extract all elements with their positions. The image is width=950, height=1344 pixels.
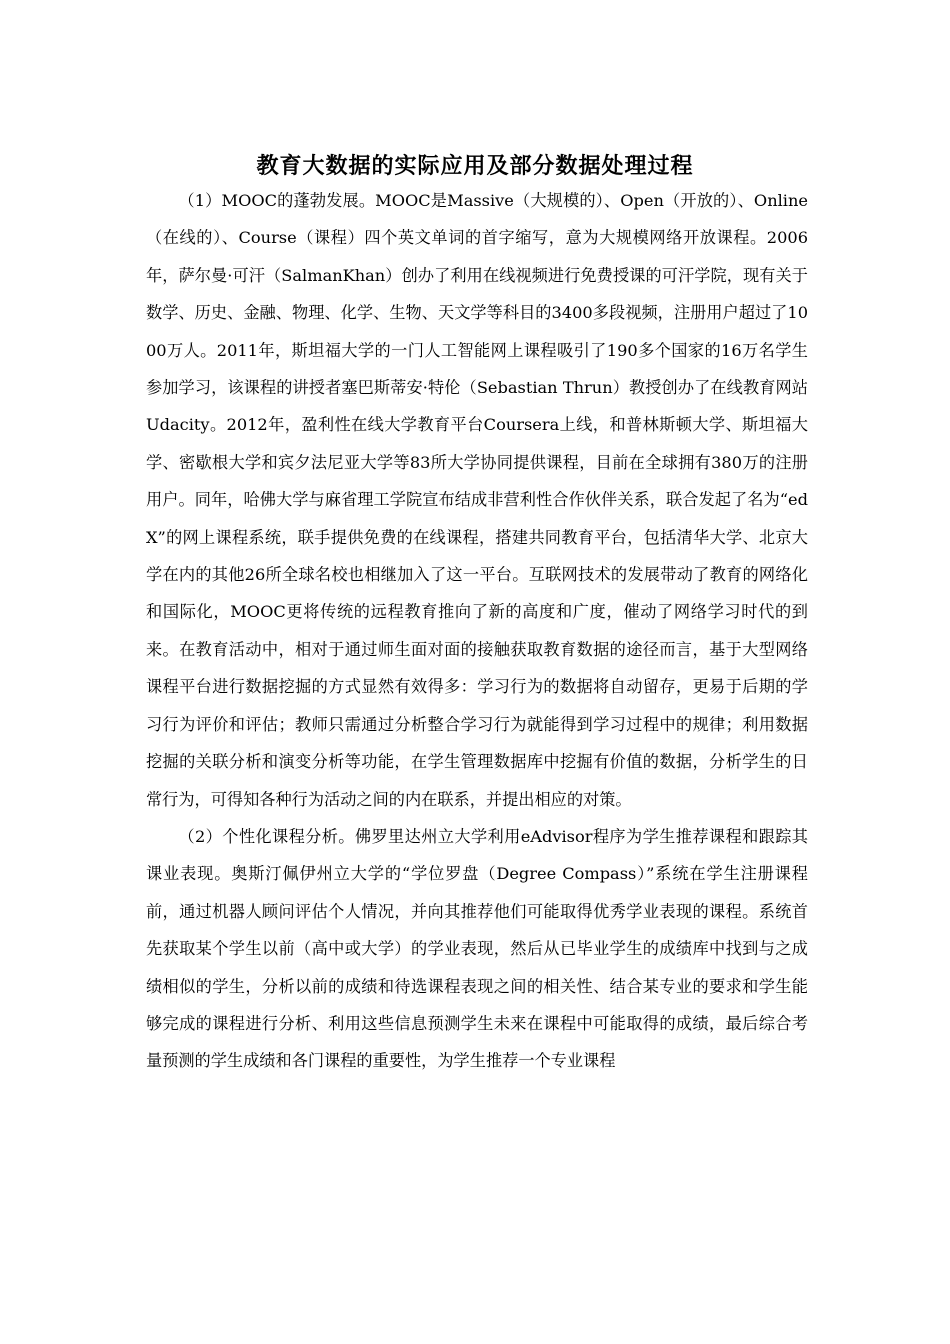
paragraph-mooc: （1）MOOC的蓬勃发展。MOOC是Massive（大规模的）、Open（开放的）、Online（在线的）、Course（课程）四个英文单词的首字缩写，意为大规模网络开放课程。2006年，萨尔曼·可汗（SalmanKhan）创办了利用在线视频进行免费授课的可汗学院，现有关于数学、历史、金融、物理、化学、生物、天文学等科目的3400多段视频，注册用户超过了1000万人。2011年，斯坦福大学的一门人工智能网上课程吸引了190多个国家的16万名学生参加学习，该课程的讲授者塞巴斯蒂安·特伦（Sebastian Thrun）教授创办了在线教育网站Udacity。2012年，盈利性在线大学教育平台Coursera上线，和普林斯顿大学、斯坦福大学、密歇根大学和宾夕法尼亚大学等83所大学协同提供课程，目前在全球拥有380万的注册用户。同年，哈佛大学与麻省理工学院宣布结成非营利性合作伙伴关系，联合发起了名为“edX”的网上课程系统，联手提供免费的在线课程，搭建共同教育平台，包括清华大学、北京大学在内的其他26所全球名校也相继加入了这一平台。互联网技术的发展带动了教育的网络化和国际化，MOOC更将传统的远程教育推向了新的高度和广度，催动了网络学习时代的到来。在教育活动中，相对于通过师生面对面的接触获取教育数据的途径而言，基于大型网络课程平台进行数据挖掘的方式显然有效得多：学习行为的数据将自动留存，更易于后期的学习行为评价和评估；教师只需通过分析整合学习行为就能得到学习过程中的规律；利用数据挖掘的关联分析和演变分析等功能，在学生管理数据库中挖掘有价值的数据，分析学生的日常行为，可得知各种行为活动之间的内在联系，并提出相应的对策。 [146, 191, 808, 809]
page-title: 教育大数据的实际应用及部分数据处理过程 [256, 153, 694, 179]
document-body [146, 182, 808, 1080]
paragraph-personalized-course: （2）个性化课程分析。佛罗里达州立大学利用eAdvisor程序为学生推荐课程和跟踪其课业表现。奥斯汀佩伊州立大学的“学位罗盘（Degree Compass）”系统在学生注册课程前，通过机器人顾问评估个人情况，并向其推荐他们可能取得优秀学业表现的课程。系统首先获取某个学生以前（高中或大学）的学业表现，然后从已毕业学生的成绩库中找到与之成绩相似的学生，分析以前的成绩和待选课程表现之间的相关性、结合某专业的要求和学生能够完成的课程进行分析、利用这些信息预测学生未来在课程中可能取得的成绩，最后综合考量预测的学生成绩和各门课程的重要性，为学生推荐一个专业课程 [146, 826, 808, 1071]
